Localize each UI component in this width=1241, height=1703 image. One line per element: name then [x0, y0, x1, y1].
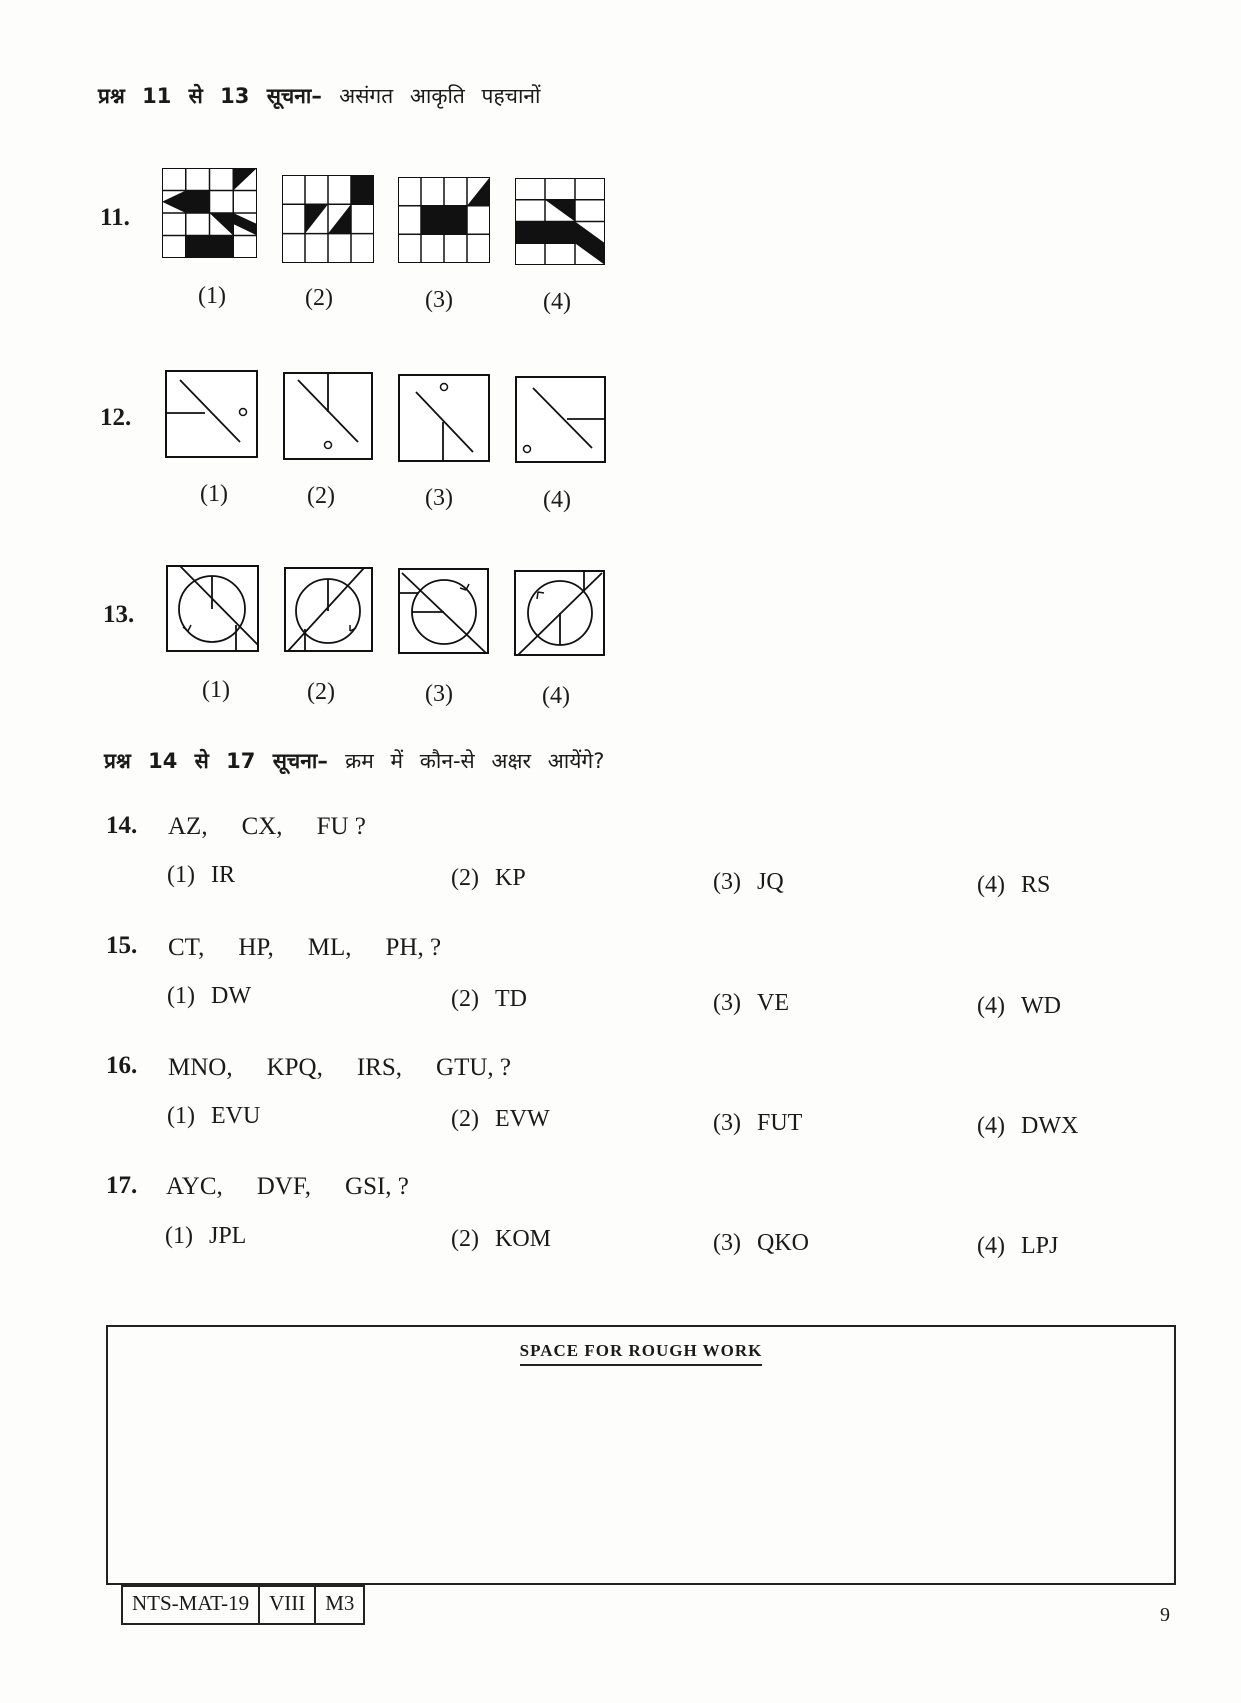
series-term: MNO,: [168, 1054, 233, 1081]
q12-option-label-1: (1): [200, 481, 228, 507]
instruction-text: क्रम में कौन-से अक्षर आयेंगे?: [345, 749, 605, 773]
paper-code: NTS-MAT-19: [123, 1587, 260, 1623]
q17-option-1[interactable]: (1) JPL: [165, 1223, 247, 1249]
instruction-sep: से: [188, 84, 203, 108]
instruction-head: सूचना–: [266, 84, 322, 108]
instruction-14-17: [104, 747, 604, 775]
q13-figure-2: [284, 567, 373, 652]
q17-series: [166, 1173, 409, 1201]
question-number-16: 16.: [106, 1052, 138, 1079]
q11-option-label-3: (3): [425, 287, 453, 313]
q13-option-label-1: (1): [202, 677, 230, 703]
instruction-from: 14: [148, 749, 178, 773]
q15-option-3[interactable]: (3) VE: [713, 990, 789, 1016]
q17-option-3[interactable]: (3) QKO: [713, 1230, 809, 1256]
series-term: AZ,: [168, 813, 208, 840]
q15-series: [168, 934, 441, 962]
q15-option-2[interactable]: (2) TD: [451, 986, 527, 1012]
q11-figure-1: [162, 168, 257, 258]
series-term: KPQ,: [266, 1054, 323, 1081]
class-code: VIII: [260, 1587, 316, 1623]
instruction-text: असंगत आकृति पहचानों: [339, 84, 541, 108]
instruction-label: प्रश्न: [98, 84, 125, 108]
series-term: CT,: [168, 934, 205, 961]
q14-option-4[interactable]: (4) RS: [977, 872, 1051, 898]
q11-option-label-4: (4): [543, 289, 571, 315]
rough-work-title: SPACE FOR ROUGH WORK: [108, 1341, 1174, 1361]
q14-option-3[interactable]: (3) JQ: [713, 869, 784, 895]
q12-option-label-4: (4): [543, 487, 571, 513]
q12-figure-3: [398, 374, 490, 462]
q16-option-4[interactable]: (4) DWX: [977, 1113, 1079, 1139]
q16-series: [168, 1054, 511, 1082]
paper-code-box: [121, 1585, 365, 1625]
question-number-11: 11.: [100, 204, 130, 231]
instruction-to: 13: [220, 84, 250, 108]
series-term: GSI, ?: [345, 1173, 409, 1200]
q12-option-label-2: (2): [307, 483, 335, 509]
q13-option-label-4: (4): [542, 683, 570, 709]
question-number-17: 17.: [106, 1172, 138, 1199]
q11-figure-4: [515, 178, 605, 265]
q12-figure-1: [165, 370, 258, 458]
q14-series: [168, 813, 366, 841]
instruction-to: 17: [226, 749, 256, 773]
instruction-head: सूचना–: [272, 749, 328, 773]
q13-figure-3: [398, 568, 489, 654]
series-term: IRS,: [356, 1054, 403, 1081]
q11-figure-3: [398, 177, 490, 263]
q17-option-2[interactable]: (2) KOM: [451, 1226, 551, 1252]
q14-option-2[interactable]: (2) KP: [451, 865, 526, 891]
q13-figure-1: [166, 565, 259, 652]
instruction-sep: से: [194, 749, 209, 773]
instruction-label: प्रश्न: [104, 749, 131, 773]
q12-figure-4: [515, 376, 606, 463]
q17-option-4[interactable]: (4) LPJ: [977, 1233, 1059, 1259]
page-number: 9: [1160, 1604, 1170, 1626]
q15-option-1[interactable]: (1) DW: [167, 983, 251, 1009]
q13-option-label-2: (2): [307, 679, 335, 705]
q12-option-label-3: (3): [425, 485, 453, 511]
instruction-11-13: [98, 82, 541, 110]
set-code: M3: [325, 1591, 355, 1615]
series-term: FU ?: [316, 813, 366, 840]
series-term: AYC,: [166, 1173, 223, 1200]
q11-option-label-2: (2): [305, 285, 333, 311]
question-number-15: 15.: [106, 932, 138, 959]
q11-option-label-1: (1): [198, 283, 226, 309]
series-term: GTU, ?: [436, 1054, 511, 1081]
series-term: ML,: [307, 934, 352, 961]
question-number-12: 12.: [100, 404, 132, 431]
rough-work-box: [106, 1325, 1176, 1585]
question-number-14: 14.: [106, 812, 138, 839]
question-number-13: 13.: [103, 601, 135, 628]
q16-option-2[interactable]: (2) EVW: [451, 1106, 550, 1132]
instruction-from: 11: [142, 84, 172, 108]
q11-figure-2: [282, 175, 374, 263]
series-term: DVF,: [256, 1173, 312, 1200]
q14-option-1[interactable]: (1) IR: [167, 862, 235, 888]
series-term: HP,: [238, 934, 274, 961]
q16-option-3[interactable]: (3) FUT: [713, 1110, 803, 1136]
q13-figure-4: [514, 570, 605, 656]
q13-option-label-3: (3): [425, 681, 453, 707]
q15-option-4[interactable]: (4) WD: [977, 993, 1061, 1019]
q12-figure-2: [283, 372, 373, 460]
series-term: CX,: [241, 813, 283, 840]
series-term: PH, ?: [385, 934, 442, 961]
q16-option-1[interactable]: (1) EVU: [167, 1103, 261, 1129]
